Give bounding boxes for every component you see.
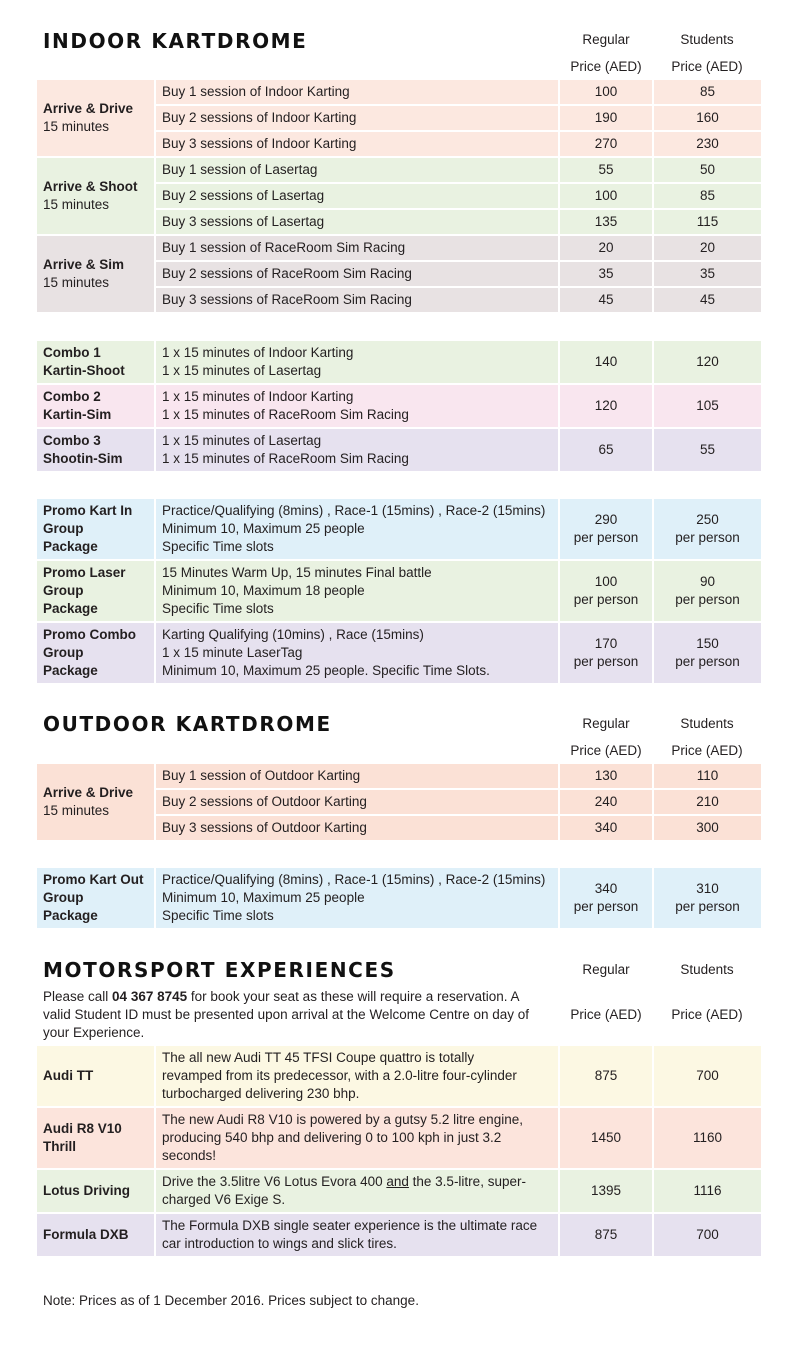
regular-price: 45 xyxy=(560,288,652,312)
promo-desc-line: Specific Time slots xyxy=(162,539,274,554)
indoor-students-header xyxy=(659,32,755,75)
table-row xyxy=(37,499,761,559)
group-name: Arrive & Drive xyxy=(43,101,134,116)
students-price: 210 xyxy=(654,790,761,814)
experience-name-cell xyxy=(37,1214,154,1256)
promo-desc-line: 15 Minutes Warm Up, 15 minutes Final battle xyxy=(162,565,432,580)
students-price xyxy=(654,499,761,559)
promo-name: Group xyxy=(43,521,84,536)
experience-desc-line: turbocharged delivering 230 bhp. xyxy=(162,1086,360,1101)
promo-name-cell xyxy=(37,499,154,559)
outdoor-sessions-table xyxy=(37,764,761,840)
table-row xyxy=(37,816,761,840)
table-row xyxy=(37,210,761,234)
regular-price: 340 xyxy=(560,816,652,840)
row-description: Buy 2 sessions of Outdoor Karting xyxy=(156,790,558,814)
combo-name-cell xyxy=(37,429,154,471)
regular-price: 20 xyxy=(560,236,652,260)
row-description: Buy 1 session of Lasertag xyxy=(156,158,558,182)
price-value: 100 xyxy=(594,574,618,589)
experience-desc-line: revamped from its predecessor, with a 2.0-litre four-cylinder xyxy=(162,1068,517,1083)
combo-subname: Kartin-Shoot xyxy=(43,363,125,378)
table-row xyxy=(37,1046,761,1106)
promo-name-cell xyxy=(37,868,154,928)
students-price: 20 xyxy=(654,236,761,260)
price-unit: per person xyxy=(675,592,740,607)
table-row xyxy=(37,80,761,104)
regular-price: 65 xyxy=(560,429,652,471)
experience-desc-underlined: and xyxy=(386,1174,409,1189)
price-value: 310 xyxy=(696,881,719,896)
price-unit: per person xyxy=(573,592,639,607)
intro-text: for book your seat as these will require a reservation. A xyxy=(187,989,520,1004)
price-unit: per person xyxy=(573,899,639,914)
regular-price: 100 xyxy=(560,184,652,208)
regular-price: 875 xyxy=(560,1214,652,1256)
regular-price: 190 xyxy=(560,106,652,130)
indoor-combos-table xyxy=(37,341,761,471)
promo-name: Package xyxy=(43,601,98,616)
intro-text: your Experience. xyxy=(43,1025,145,1040)
students-price: 1160 xyxy=(654,1108,761,1168)
group-name: Arrive & Sim xyxy=(43,257,125,272)
indoor-promos-table xyxy=(37,499,761,683)
experience-name: Lotus Driving xyxy=(43,1183,130,1198)
price-value: 340 xyxy=(594,881,618,896)
regular-price: 55 xyxy=(560,158,652,182)
regular-price: 120 xyxy=(560,385,652,427)
table-row xyxy=(37,184,761,208)
motorsport-students-header xyxy=(659,962,755,1023)
promo-desc-line: Karting Qualifying (10mins) , Race (15mins) xyxy=(162,627,424,642)
table-row xyxy=(37,341,761,383)
table-row xyxy=(37,132,761,156)
students-price: 120 xyxy=(654,341,761,383)
price-unit: per person xyxy=(573,654,639,669)
experience-name: Audi R8 V10 xyxy=(43,1121,122,1136)
promo-name: Promo Laser xyxy=(43,565,126,580)
experience-desc-cell xyxy=(156,1170,558,1212)
combo-name-cell xyxy=(37,385,154,427)
experience-name-cell xyxy=(37,1170,154,1212)
regular-price xyxy=(560,499,652,559)
combo-name: Combo 1 xyxy=(43,345,101,360)
row-description: Buy 3 sessions of Lasertag xyxy=(156,210,558,234)
motorsport-intro xyxy=(43,988,563,1042)
combo-desc-line: 1 x 15 minutes of Lasertag xyxy=(162,433,322,448)
students-price: 115 xyxy=(654,210,761,234)
phone-number: 04 367 8745 xyxy=(112,989,188,1004)
price-value: 90 xyxy=(699,574,716,589)
table-row xyxy=(37,106,761,130)
price-value: 250 xyxy=(696,512,719,527)
group-duration: 15 minutes xyxy=(43,803,110,818)
promo-name: Package xyxy=(43,908,98,923)
combo-desc-line: 1 x 15 minutes of Indoor Karting xyxy=(162,389,354,404)
regular-price: 875 xyxy=(560,1046,652,1106)
group-duration: 15 minutes xyxy=(43,197,110,212)
table-row xyxy=(37,1108,761,1168)
students-price: 105 xyxy=(654,385,761,427)
students-price xyxy=(654,561,761,621)
experience-desc-line: charged V6 Exige S. xyxy=(162,1192,286,1207)
row-description: Buy 3 sessions of Outdoor Karting xyxy=(156,816,558,840)
promo-name: Package xyxy=(43,663,98,678)
indoor-regular-header xyxy=(558,32,654,75)
group-name: Arrive & Drive xyxy=(43,785,134,800)
combo-desc-cell xyxy=(156,429,558,471)
outdoor-regular-header xyxy=(558,716,654,759)
regular-price: 135 xyxy=(560,210,652,234)
table-row xyxy=(37,561,761,621)
regular-price xyxy=(560,561,652,621)
price-value: 290 xyxy=(594,512,618,527)
row-description: Buy 3 sessions of RaceRoom Sim Racing xyxy=(156,288,558,312)
promo-desc-line: Specific Time slots xyxy=(162,601,274,616)
outdoor-section-title: OUTDOOR KARTDROME xyxy=(43,712,332,736)
students-price: 50 xyxy=(654,158,761,182)
table-row xyxy=(37,288,761,312)
promo-desc-line: Practice/Qualifying (8mins) , Race-1 (15mins) , Race-2 (15mins) xyxy=(162,872,546,887)
combo-desc-line: 1 x 15 minutes of RaceRoom Sim Racing xyxy=(162,407,409,422)
promo-desc-cell xyxy=(156,561,558,621)
promo-desc-line: Practice/Qualifying (8mins) , Race-1 (15mins) , Race-2 (15mins) xyxy=(162,503,546,518)
group-duration: 15 minutes xyxy=(43,119,110,134)
table-row xyxy=(37,868,761,928)
price-value: 170 xyxy=(594,636,618,651)
promo-desc-line: Minimum 10, Maximum 18 people xyxy=(162,583,365,598)
promo-desc-line: 1 x 15 minute LaserTag xyxy=(162,645,303,660)
combo-subname: Shootin-Sim xyxy=(43,451,123,466)
experience-desc-line: The all new Audi TT 45 TFSI Coupe quattro is totally xyxy=(162,1050,475,1065)
promo-name: Group xyxy=(43,890,84,905)
table-row xyxy=(37,385,761,427)
price-label: Price (AED) xyxy=(671,1007,743,1022)
promo-name-cell xyxy=(37,561,154,621)
students-price: 35 xyxy=(654,262,761,286)
table-row xyxy=(37,236,761,260)
price-unit: per person xyxy=(675,530,740,545)
students-price xyxy=(654,623,761,683)
students-price: 700 xyxy=(654,1214,761,1256)
regular-price: 240 xyxy=(560,790,652,814)
price-label: Price (AED) xyxy=(671,59,743,74)
promo-name: Promo Combo xyxy=(43,627,136,642)
promo-name: Promo Kart Out xyxy=(43,872,144,887)
students-price: 85 xyxy=(654,184,761,208)
combo-name: Combo 2 xyxy=(43,389,101,404)
group-duration: 15 minutes xyxy=(43,275,110,290)
students-label: Students xyxy=(680,32,734,47)
price-label: Price (AED) xyxy=(570,1007,642,1022)
experience-name-cell xyxy=(37,1046,154,1106)
experience-desc-cell xyxy=(156,1046,558,1106)
experience-name: Formula DXB xyxy=(43,1227,129,1242)
combo-desc-line: 1 x 15 minutes of Lasertag xyxy=(162,363,322,378)
students-price: 160 xyxy=(654,106,761,130)
students-label: Students xyxy=(680,716,734,731)
combo-desc-line: 1 x 15 minutes of RaceRoom Sim Racing xyxy=(162,451,409,466)
students-price: 45 xyxy=(654,288,761,312)
price-label: Price (AED) xyxy=(570,743,642,758)
combo-desc-line: 1 x 15 minutes of Indoor Karting xyxy=(162,345,354,360)
promo-name: Group xyxy=(43,583,84,598)
row-description: Buy 1 session of RaceRoom Sim Racing xyxy=(156,236,558,260)
students-price: 85 xyxy=(654,80,761,104)
students-price: 700 xyxy=(654,1046,761,1106)
promo-desc-cell xyxy=(156,868,558,928)
regular-price: 1450 xyxy=(560,1108,652,1168)
combo-subname: Kartin-Sim xyxy=(43,407,112,422)
students-price: 55 xyxy=(654,429,761,471)
intro-text: valid Student ID must be presented upon arrival at the Welcome Centre on day of xyxy=(43,1007,530,1022)
regular-price: 100 xyxy=(560,80,652,104)
row-description: Buy 2 sessions of Lasertag xyxy=(156,184,558,208)
row-description: Buy 3 sessions of Indoor Karting xyxy=(156,132,558,156)
promo-desc-line: Minimum 10, Maximum 25 people xyxy=(162,890,365,905)
combo-name: Combo 3 xyxy=(43,433,101,448)
table-row xyxy=(37,429,761,471)
regular-label: Regular xyxy=(582,716,630,731)
price-unit: per person xyxy=(573,530,639,545)
footer-note: Note: Prices as of 1 December 2016. Prices subject to change. xyxy=(43,1293,419,1308)
promo-desc-cell xyxy=(156,623,558,683)
experience-desc-line: car introduction to wings and slick tires. xyxy=(162,1236,397,1251)
experience-desc-line: The new Audi R8 V10 is powered by a gutsy 5.2 litre engine, xyxy=(162,1112,523,1127)
experience-desc-line: seconds! xyxy=(162,1148,217,1163)
table-row xyxy=(37,158,761,182)
experience-desc-text: Drive the 3.5litre V6 Lotus Evora 400 xyxy=(162,1174,387,1189)
combo-name-cell xyxy=(37,341,154,383)
table-row xyxy=(37,1214,761,1256)
table-row xyxy=(37,1170,761,1212)
students-label: Students xyxy=(680,962,734,977)
experience-desc-line: The Formula DXB single seater experience is the ultimate race xyxy=(162,1218,538,1233)
combo-desc-cell xyxy=(156,341,558,383)
outdoor-students-header xyxy=(659,716,755,759)
row-description: Buy 1 session of Indoor Karting xyxy=(156,80,558,104)
promo-name: Package xyxy=(43,539,98,554)
row-description: Buy 2 sessions of Indoor Karting xyxy=(156,106,558,130)
table-row xyxy=(37,764,761,788)
students-price: 110 xyxy=(654,764,761,788)
motorsport-regular-header xyxy=(558,962,654,1023)
price-label: Price (AED) xyxy=(671,743,743,758)
row-description: Buy 1 session of Outdoor Karting xyxy=(156,764,558,788)
experience-name-cell xyxy=(37,1108,154,1168)
experience-desc-line: producing 540 bhp and delivering 0 to 100 kph in just 3.2 xyxy=(162,1130,502,1145)
promo-name-cell xyxy=(37,623,154,683)
students-price: 300 xyxy=(654,816,761,840)
regular-price xyxy=(560,868,652,928)
students-price xyxy=(654,868,761,928)
regular-label: Regular xyxy=(582,32,630,47)
promo-name: Group xyxy=(43,645,84,660)
indoor-section-title: INDOOR KARTDROME xyxy=(43,29,308,53)
experience-desc-text: the 3.5-litre, super- xyxy=(408,1174,526,1189)
students-price: 1116 xyxy=(654,1170,761,1212)
experience-desc-cell xyxy=(156,1214,558,1256)
experience-name: Thrill xyxy=(43,1139,76,1154)
regular-price xyxy=(560,623,652,683)
motorsport-table xyxy=(37,1046,761,1256)
table-row xyxy=(37,790,761,814)
table-row xyxy=(37,262,761,286)
regular-label: Regular xyxy=(582,962,630,977)
regular-price: 35 xyxy=(560,262,652,286)
motorsport-section-title: MOTORSPORT EXPERIENCES xyxy=(43,958,396,982)
regular-price: 130 xyxy=(560,764,652,788)
table-row xyxy=(37,623,761,683)
promo-desc-line: Minimum 10, Maximum 25 people xyxy=(162,521,365,536)
regular-price: 270 xyxy=(560,132,652,156)
price-unit: per person xyxy=(675,899,740,914)
promo-desc-line: Minimum 10, Maximum 25 people. Specific Time Slots. xyxy=(162,663,490,678)
regular-price: 140 xyxy=(560,341,652,383)
indoor-sessions-table xyxy=(37,80,761,314)
price-unit: per person xyxy=(675,654,740,669)
row-description: Buy 2 sessions of RaceRoom Sim Racing xyxy=(156,262,558,286)
promo-name: Promo Kart In xyxy=(43,503,133,518)
outdoor-promo-table xyxy=(37,868,761,928)
students-price: 230 xyxy=(654,132,761,156)
promo-desc-line: Specific Time slots xyxy=(162,908,274,923)
combo-desc-cell xyxy=(156,385,558,427)
promo-desc-cell xyxy=(156,499,558,559)
price-label: Price (AED) xyxy=(570,59,642,74)
regular-price: 1395 xyxy=(560,1170,652,1212)
group-name: Arrive & Shoot xyxy=(43,179,138,194)
experience-name: Audi TT xyxy=(43,1068,94,1083)
intro-text: Please call xyxy=(43,989,113,1004)
experience-desc-cell xyxy=(156,1108,558,1168)
price-value: 150 xyxy=(696,636,719,651)
